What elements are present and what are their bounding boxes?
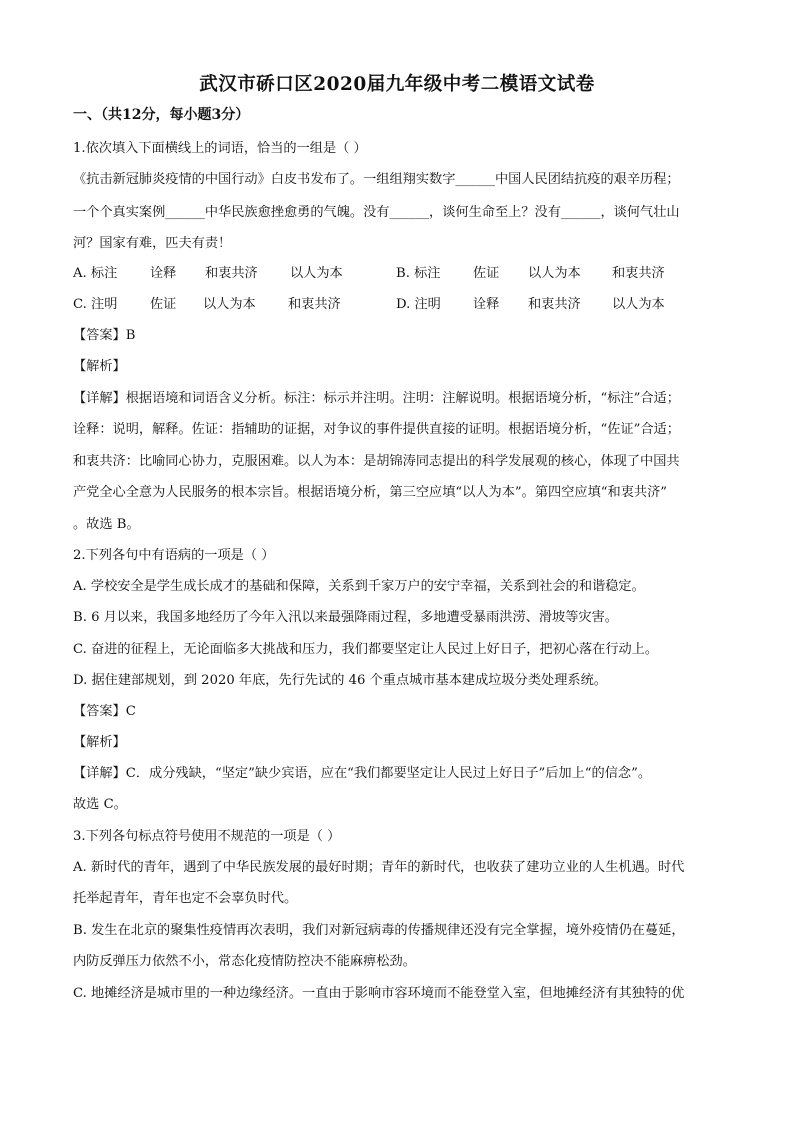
section-heading: 一、（共12分，每小题3分） — [73, 107, 250, 123]
option-b-word-2: 佐证 — [473, 266, 500, 281]
option-c-word-2: 佐证 — [150, 297, 177, 312]
option-c-word-1: C. 注明 — [73, 297, 118, 312]
option-d-word-3: 和衷共济 — [528, 297, 581, 312]
option-b-word-3: 以人为本 — [528, 266, 581, 281]
question-1-text-line-1: 《抗击新冠肺炎疫情的中国行动》白皮书发布了。一组组翔实数字______中国人民团结抗疫的艰辛历程； — [73, 172, 680, 187]
option-d-word-2: 诠释 — [473, 297, 500, 312]
question-1-stem: 1.依次填入下面横线上的词语，恰当的一组是（ ） — [73, 141, 367, 156]
page-title: 武汉市硚口区2020届九年级中考二模语文试卷 — [199, 74, 595, 95]
question-1-detail-line-4: 产党全心全意为人民服务的根本宗旨。根据语境分析，第三空应填“以人为本”。第四空应填“和衷共济” — [73, 485, 668, 500]
question-1-analysis-label: 【解析】 — [73, 359, 126, 374]
option-a-word-3: 和衷共济 — [205, 266, 258, 281]
option-c-word-3: 以人为本 — [203, 297, 256, 312]
option-d-word-1: D. 注明 — [396, 297, 441, 312]
question-2-stem: 2.下列各句中有语病的一项是（ ） — [73, 548, 275, 563]
question-2-option-d: D. 据住建部规划，到 2020 年底，先行先试的 46 个重点城市基本建成垃圾分类处理系统。 — [73, 673, 607, 688]
question-3-option-b-line-1: B. 发生在北京的聚集性疫情再次表明，我们对新冠病毒的传播规律还没有完全掌握，境外疫情仍在蔓延， — [73, 923, 685, 938]
question-1-answer: 【答案】B — [73, 328, 136, 343]
question-1-text-line-3: 河？国家有难，匹夫有责！ — [73, 236, 232, 251]
question-3-stem: 3.下列各句标点符号使用不规范的一项是（ ） — [73, 829, 341, 844]
question-1-detail-line-1: 【详解】根据语境和词语含义分析。标注：标示并注明。注明：注解说明。根据语境分析，“标注”合适； — [73, 391, 680, 406]
question-3-option-a-line-1: A. 新时代的青年，遇到了中华民族发展的最好时期；青年的新时代，也收获了建功立业的人生机遇。时代 — [73, 860, 685, 875]
option-b-word-4: 和衷共济 — [612, 266, 665, 281]
question-2-analysis-label: 【解析】 — [73, 735, 126, 750]
question-3-option-c-line-1: C. 地摊经济是城市里的一种边缘经济。一直由于影响市容环境而不能登堂入室，但地摊经济有其独特的优 — [73, 986, 685, 1001]
question-2-detail-line-2: 故选 C。 — [73, 797, 127, 812]
question-1-text-line-2: 一个个真实案例______中华民族愈挫愈勇的气魄。没有______，谈何生命至上？没有______，谈何气壮山 — [73, 205, 680, 220]
question-1-detail-line-5: 。故选 B。 — [73, 517, 140, 532]
question-1-detail-line-3: 和衷共济：比喻同心协力，克服困难。以人为本：是胡锦涛同志提出的科学发展观的核心，体现了中国共 — [73, 454, 680, 469]
question-3-option-b-line-2: 内防反弹压力依然不小，常态化疫情防控决不能麻痹松劲。 — [73, 954, 416, 969]
question-1-detail-line-2: 诠释：说明，解释。佐证：指辅助的证据，对争议的事件提供直接的证明。根据语境分析，“佐证”合适； — [73, 422, 680, 437]
question-2-option-a: A. 学校安全是学生成长成才的基础和保障，关系到千家万户的安宁幸福，关系到社会的和谐稳定。 — [73, 579, 645, 594]
option-c-word-4: 和衷共济 — [288, 297, 341, 312]
option-b-word-1: B. 标注 — [396, 266, 441, 281]
question-3-option-a-line-2: 托举起青年，青年也定不会辜负时代。 — [73, 891, 298, 906]
question-2-option-c: C. 奋进的征程上，无论面临多大挑战和压力，我们都要坚定让人民过上好日子，把初心落在行动上。 — [73, 642, 659, 657]
option-d-word-4: 以人为本 — [612, 297, 665, 312]
question-2-option-b: B. 6 月以来，我国多地经历了今年入汛以来最强降雨过程，多地遭受暴雨洪涝、滑坡等灾害。 — [73, 610, 618, 625]
option-a-word-1: A. 标注 — [73, 266, 118, 281]
question-2-detail-line-1: 【详解】C．成分残缺，“坚定”缺少宾语，应在“我们都要坚定让人民过上好日子”后加上“的信念”。 — [73, 766, 652, 781]
option-a-word-2: 诠释 — [150, 266, 177, 281]
option-a-word-4: 以人为本 — [290, 266, 343, 281]
question-2-answer: 【答案】C — [73, 704, 136, 719]
